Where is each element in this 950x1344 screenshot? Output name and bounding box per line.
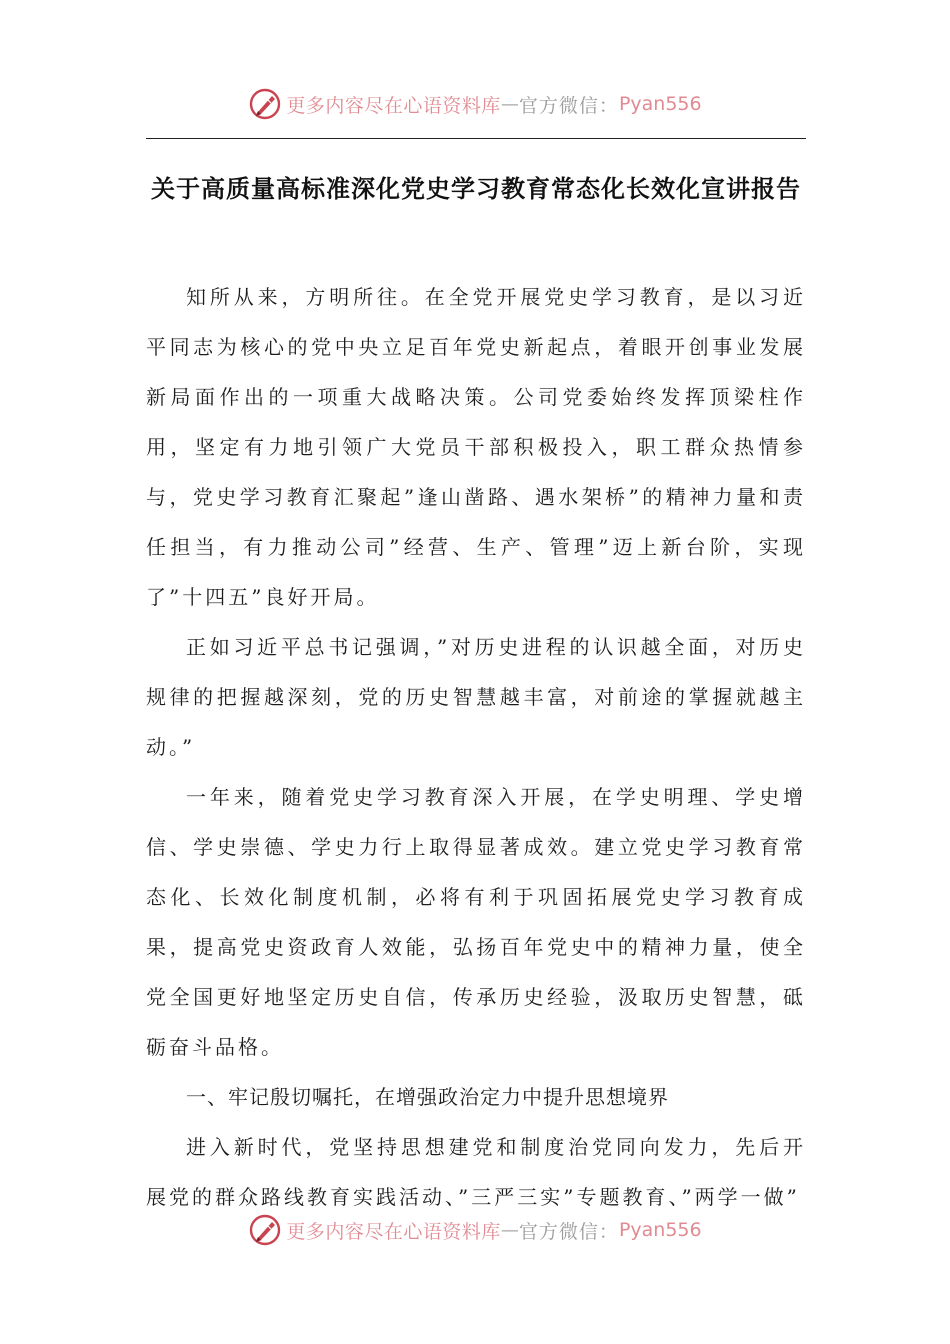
paragraph-1: 知所从来，方明所往。在全党开展党史学习教育，是以习近平同志为核心的党中央立足百年党史新起点，着眼开创事业发展新局面作出的一项重大战略决策。公司党委始终发挥顶梁柱作用，坚定有力地引领广大党员干部积极投入，职工群众热情参与，党史学习教育汇聚起”逢山凿路、遇水架桥”的精神力量和责任担当，有力推动公司”经营、生产、管理”迈上新台阶，实现了”十四五”良好开局。 [146,285,806,609]
document-title: 关于高质量高标准深化党史学习教育常态化长效化宣讲报告 [151,175,801,203]
footer-separator: — [500,1219,519,1241]
header-banner [0,82,950,126]
quill-pen-logo-icon [248,87,282,121]
banner-wechat-id: Pyan556 [618,93,702,115]
footer-main-text: 更多内容尽在心语资料库 [286,1220,501,1243]
banner-separator: — [500,93,519,115]
banner-main-text: 更多内容尽在心语资料库 [286,94,501,117]
footer-wechat-label: 官方微信： [518,1220,619,1243]
quill-pen-logo-icon [248,1213,282,1247]
paragraph-4: 进入新时代，党坚持思想建党和制度治党同向发力，先后开展党的群众路线教育实践活动、”三严三实”专题教育、”两学一做” [146,1135,806,1209]
footer-banner [0,1208,950,1252]
banner-wechat-label: 官方微信： [518,94,619,117]
header-divider [146,138,806,139]
document-body [146,272,806,1222]
section-heading-1: 一、牢记殷切嘱托，在增强政治定力中提升思想境界 [186,1085,669,1109]
paragraph-3: 一年来，随着党史学习教育深入开展，在学史明理、学史增信、学史崇德、学史力行上取得显著成效。建立党史学习教育常态化、长效化制度机制，必将有利于巩固拓展党史学习教育成果，提高党史资政育人效能，弘扬百年党史中的精神力量，使全党全国更好地坚定历史自信，传承历史经验，汲取历史智慧，砥砺奋斗品格。 [146,785,806,1059]
footer-wechat-id: Pyan556 [618,1219,702,1241]
paragraph-2: 正如习近平总书记强调，”对历史进程的认识越全面，对历史规律的把握越深刻，党的历史智慧越丰富，对前途的掌握就越主动。” [146,635,806,759]
